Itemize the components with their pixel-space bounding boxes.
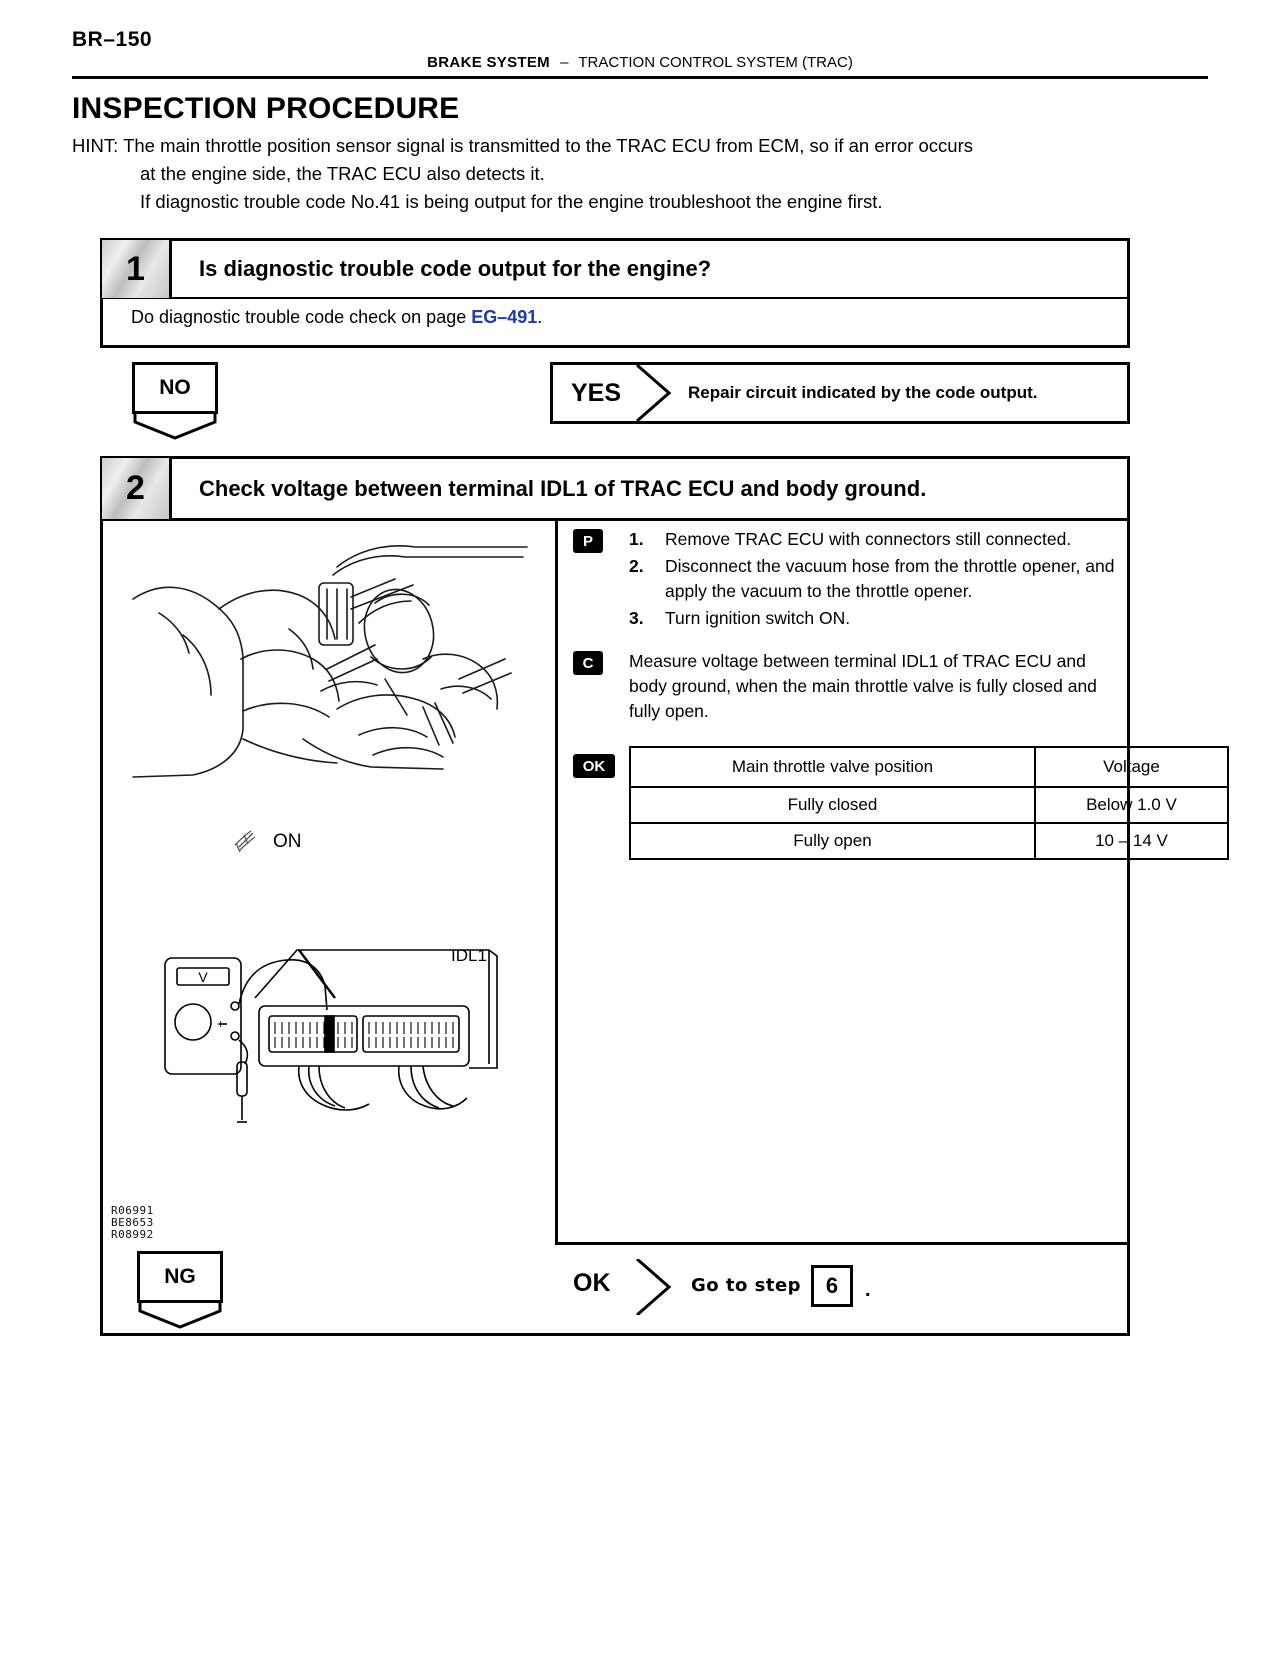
go-to-step-number[interactable]: 6 [811, 1265, 853, 1307]
running-head-system: BRAKE SYSTEM [427, 54, 550, 71]
go-to-step-text: Go to step [691, 1275, 802, 1296]
page-reference-link[interactable]: EG–491 [471, 307, 538, 327]
illustration-column [103, 521, 555, 1333]
no-tag: NO [132, 362, 218, 414]
ok-badge-wrap [573, 754, 613, 778]
page-number: BR–150 [72, 28, 153, 51]
hint-block [72, 132, 1142, 216]
running-head-separator: – [560, 54, 569, 71]
step-1-body-prefix: Do diagnostic trouble code check on page [131, 307, 472, 327]
idl1-callout-label: IDL1 [451, 946, 487, 965]
preparation-section [573, 527, 1117, 631]
list-item [629, 527, 1117, 552]
check-section [573, 649, 1117, 724]
yes-branch-box [550, 362, 1130, 424]
ok-spec-section [573, 746, 1177, 860]
throttle-body-illustration [123, 539, 543, 799]
specification-table [629, 746, 1229, 860]
list-item-number: 1. [629, 529, 644, 549]
list-item [629, 606, 1117, 631]
table-cell: Below 1.0 V [1035, 787, 1228, 823]
yes-tag: YES [571, 379, 622, 407]
step-1-header [103, 241, 1127, 299]
table-row [630, 787, 1228, 823]
step-1-title: Is diagnostic trouble code output for the engine? [199, 256, 712, 281]
prep-badge-wrap [573, 529, 613, 553]
hint-line-3: If diagnostic trouble code No.41 is being output for the engine troubleshoot the engine first. [140, 191, 883, 212]
no-arrow-icon [132, 414, 212, 440]
table-header-cell: Main throttle valve position [630, 747, 1035, 787]
preparation-badge: P [573, 529, 603, 553]
list-item [629, 554, 1117, 604]
ng-branch [137, 1251, 223, 1329]
svg-text:V: V [198, 969, 208, 985]
on-marker-icon [231, 821, 277, 857]
step-2-number: 2 [102, 458, 172, 519]
step-1-branch-row [100, 362, 1130, 442]
header-rule [72, 76, 1208, 79]
yes-chevron-icon [635, 365, 675, 421]
go-to-step-period: . [865, 1279, 871, 1301]
table-header-cell: Voltage [1035, 747, 1228, 787]
table-cell: Fully closed [630, 787, 1035, 823]
hint-line-2: at the engine side, the TRAC ECU also detects it. [140, 163, 545, 184]
step-2-block [100, 456, 1177, 1336]
list-item-text: Remove TRAC ECU with connectors still connected. [665, 529, 1072, 549]
hint-label: HINT: [72, 135, 119, 156]
ok-branch [573, 1259, 1113, 1315]
list-item-number: 3. [629, 608, 644, 628]
step-2-result-row [103, 1245, 1127, 1333]
step-2-header [103, 459, 1127, 521]
ng-tag: NG [137, 1251, 223, 1303]
step-1-block [100, 238, 1130, 348]
list-item-text: Turn ignition switch ON. [665, 608, 851, 628]
list-item-text: Disconnect the vacuum hose from the throttle opener, and apply the vacuum to the throttle opener. [665, 556, 1115, 601]
figure-code-2: BE8653 [111, 1216, 154, 1229]
voltmeter-ecu-illustration [149, 936, 549, 1136]
step-1-number: 1 [102, 240, 172, 298]
content-vertical-divider [555, 521, 558, 1245]
preparation-body [629, 527, 1117, 631]
page-header [72, 28, 1208, 76]
ok-badge: OK [573, 754, 615, 778]
ok-result-label: OK [573, 1269, 611, 1297]
page-title: INSPECTION PROCEDURE [72, 92, 460, 125]
check-badge: C [573, 651, 603, 675]
preparation-list [629, 527, 1117, 631]
list-item-number: 2. [629, 556, 644, 576]
figure-code-1: R06991 [111, 1204, 154, 1217]
table-cell: Fully open [630, 823, 1035, 859]
ok-chevron-icon [635, 1259, 675, 1315]
yes-action-text: Repair circuit indicated by the code output. [688, 383, 1038, 402]
on-label: ON [273, 831, 302, 852]
svg-text:+: + [217, 1017, 225, 1031]
instruction-column [573, 527, 1177, 860]
figure-code-3: R08992 [111, 1228, 154, 1241]
step-2-title: Check voltage between terminal IDL1 of TRAC ECU and body ground. [199, 475, 927, 501]
table-cell: 10 – 14 V [1035, 823, 1228, 859]
step-1-body [131, 307, 542, 328]
ng-arrow-icon [137, 1303, 217, 1329]
figure-codes [111, 1205, 154, 1241]
running-head-section: TRACTION CONTROL SYSTEM (TRAC) [578, 54, 853, 71]
running-head [72, 54, 1208, 71]
check-text: Measure voltage between terminal IDL1 of TRAC ECU and body ground, when the main throttle valve is fully closed and fully open. [629, 651, 1097, 721]
no-branch [132, 362, 218, 442]
table-row [630, 823, 1228, 859]
step-1-body-suffix: . [537, 307, 543, 327]
hint-line-1: The main throttle position sensor signal is transmitted to the TRAC ECU from ECM, so if an error occurs [123, 135, 974, 156]
check-badge-wrap [573, 651, 613, 675]
table-header-row [630, 747, 1228, 787]
step-2-content [103, 521, 1177, 1333]
